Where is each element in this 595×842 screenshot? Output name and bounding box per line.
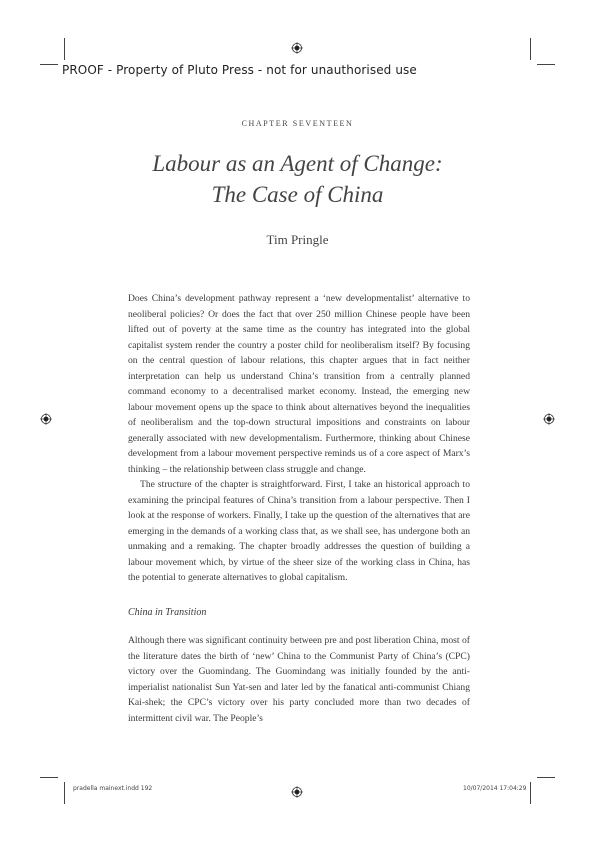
footer-timestamp: 10/07/2014 17:04:29 — [463, 785, 527, 792]
section-text — [128, 633, 470, 726]
paragraph: Although there was significant continuity between pre and post liberation China, most of the literature dates the birth of ‘new’ China to the Communist Party of China’s (CPC) victory over the Guomindang. The Guomindang was initially founded by the anti-imperialist nationalist Sun Yat-sen and later led by the fanatical anti-communist Chiang Kai-shek; the CPC’s victory over his party concluded more than two decades of intermittent civil war. The People’s — [128, 635, 470, 724]
chapter-title — [0, 148, 595, 210]
registration-mark-icon — [40, 413, 52, 425]
chapter-title-line: Labour as an Agent of Change: — [152, 151, 443, 176]
chapter-label: CHAPTER SEVENTEEN — [241, 119, 354, 128]
registration-mark-icon — [291, 42, 303, 54]
footer-file-info: pradella mainext.indd 192 — [73, 785, 153, 792]
registration-mark-icon — [291, 786, 303, 798]
chapter-title-line: The Case of China — [211, 182, 384, 207]
crop-mark — [64, 782, 65, 804]
paragraph: The structure of the chapter is straightforward. First, I take an historical approach to examining the principal features of China’s transition from a labour perspective. Then I look at the response of workers. Finally, I take up the question of the alternatives that are emerging in the demands of a working class that, as we shall see, has undergone both an unmaking and a remaking. The chapter broadly addresses the question of building a labour movement which, by virtue of the sheer size of the working class in China, has the potential to generate alternatives to global capitalism. — [128, 479, 470, 583]
section-heading: China in Transition — [128, 607, 207, 618]
paragraph: Does China’s development pathway represent a ‘new developmentalist’ alternative to neoliberal policies? Or does the fact that over 250 million Chinese people have been lifted out of poverty at the same time as the country has integrated into the global capitalist system render the country a poster child for neoliberalism itself? By focusing on the central question of labour relations, this chapter argues that in fact neither interpretation can help us understand China’s transition from a centrally planned command economy to a decentralised market economy. Instead, the emerging new labour movement opens up the space to think about alternatives beyond the inequalities of neoliberalism and the top-down structural impositions and constraints on labour generally associated with new developmentalism. Furthermore, thinking about Chinese development from a labour movement perspective reminds us of a core aspect of Marx’s thinking – the relationship between class struggle and change. — [128, 293, 470, 475]
crop-mark — [64, 38, 65, 60]
author-name: Tim Pringle — [266, 232, 329, 247]
proof-notice: PROOF - Property of Pluto Press - not for unauthorised use — [62, 63, 417, 77]
crop-mark — [40, 64, 58, 65]
crop-mark — [40, 777, 58, 778]
crop-mark — [530, 38, 531, 60]
crop-mark — [537, 777, 555, 778]
registration-mark-icon — [543, 413, 555, 425]
intro-text — [128, 291, 470, 586]
crop-mark — [530, 782, 531, 804]
crop-mark — [537, 64, 555, 65]
